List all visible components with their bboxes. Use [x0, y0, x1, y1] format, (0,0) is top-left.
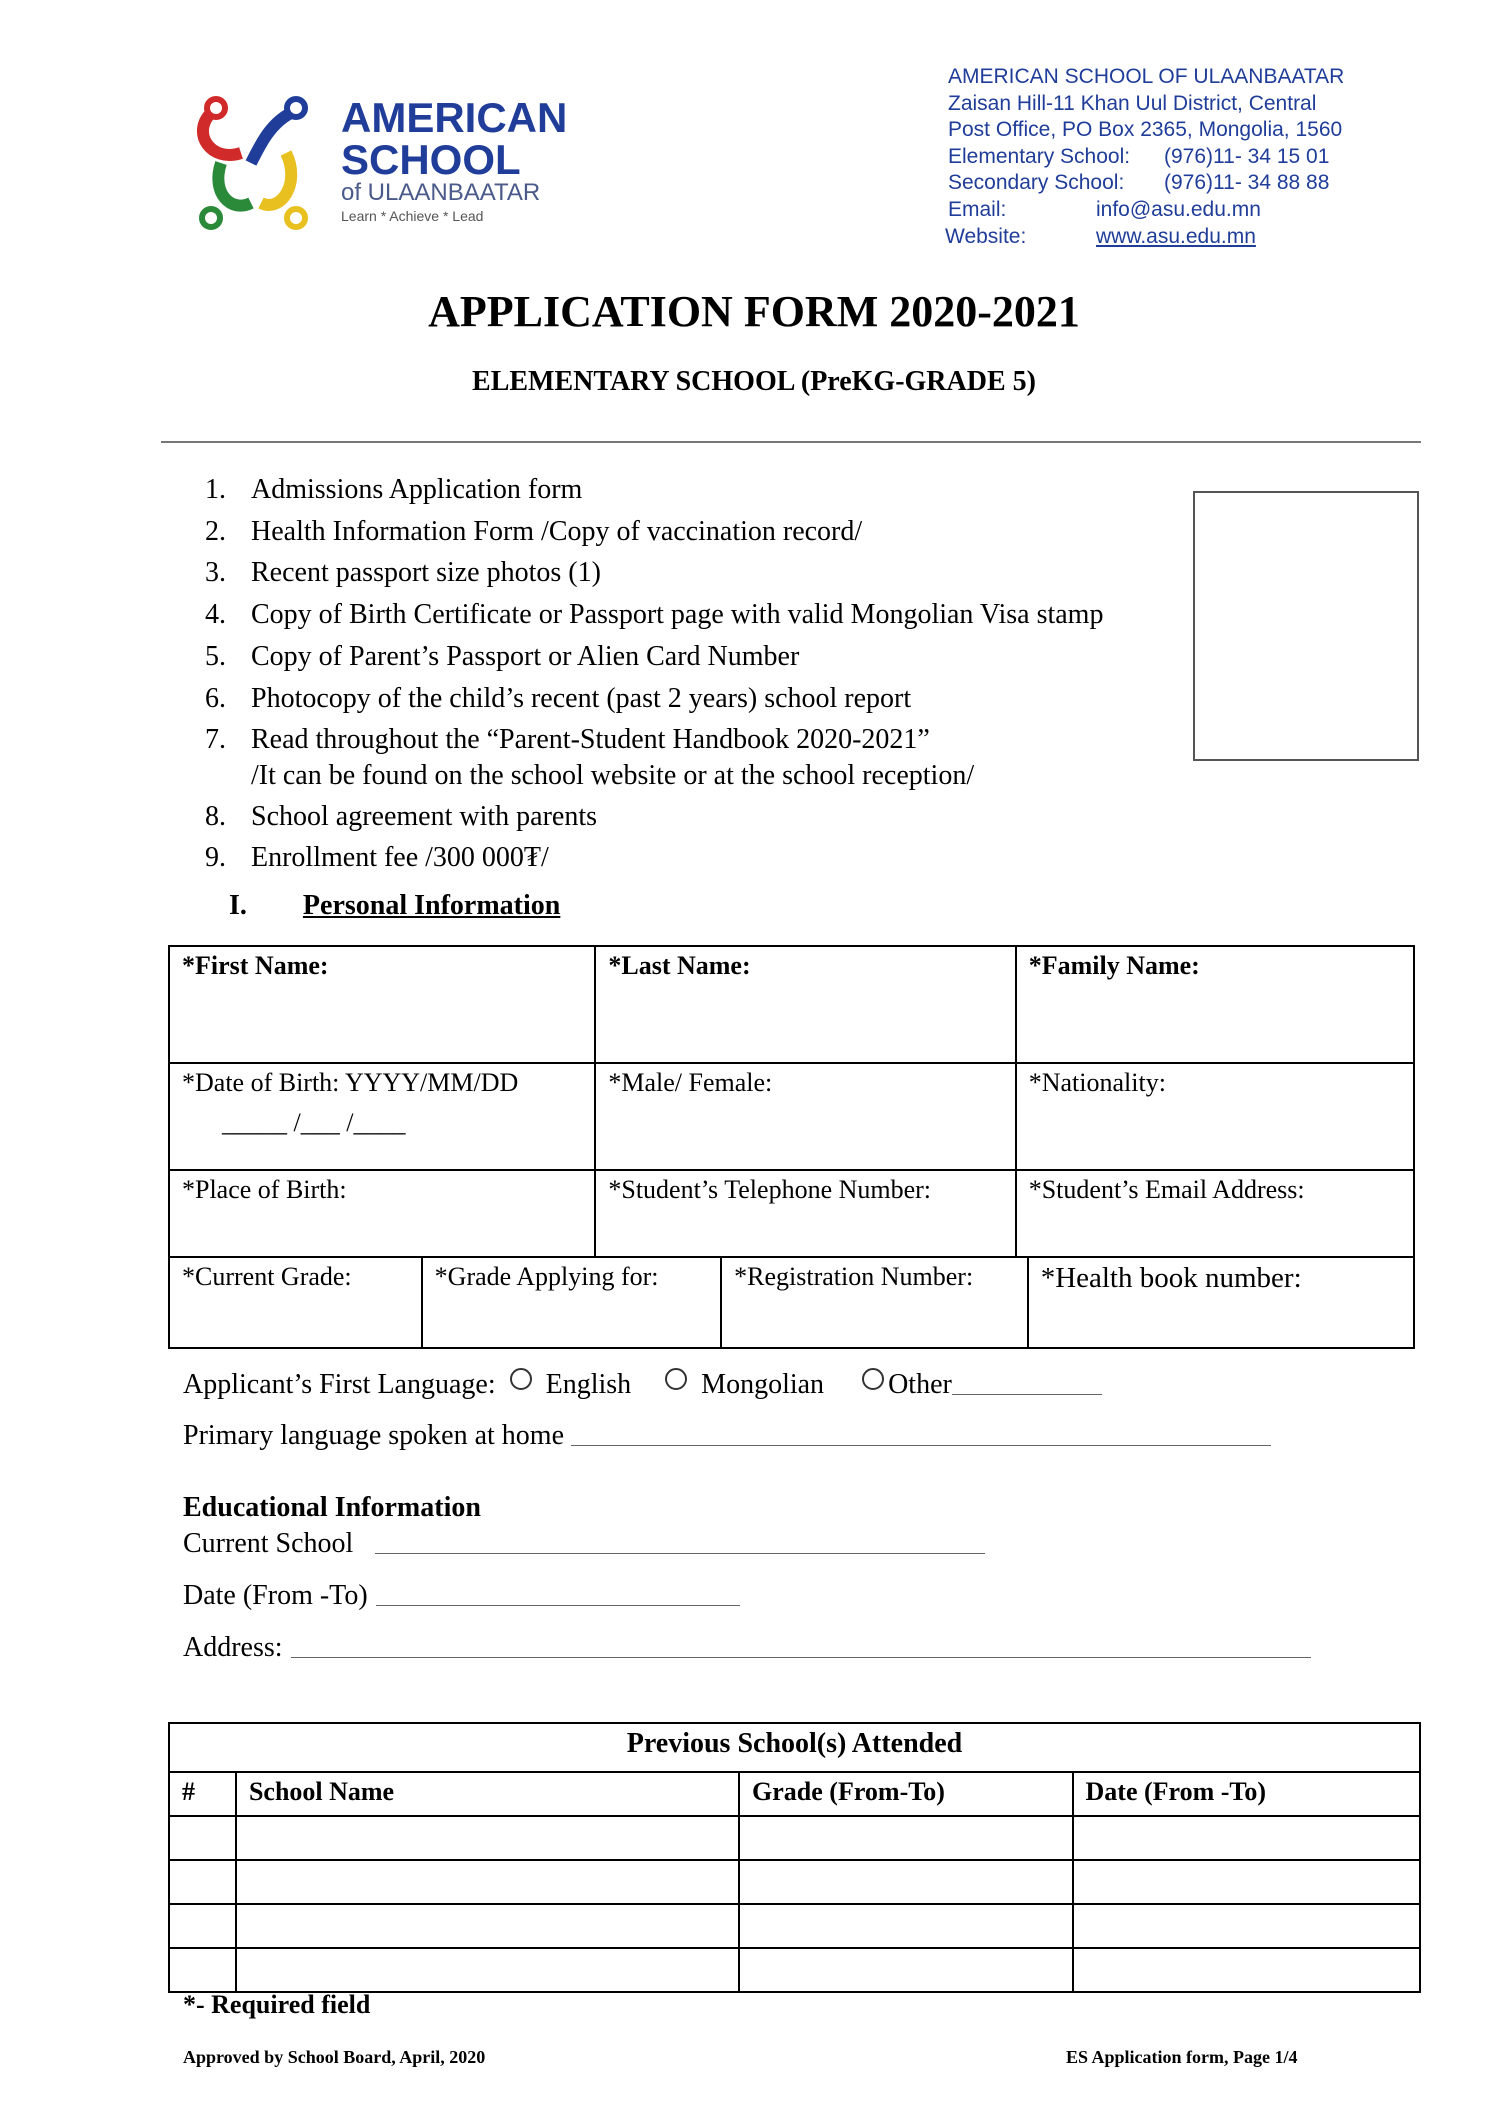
item-number: 9. — [205, 842, 226, 874]
dob-label: *Date of Birth: YYYY/MM/DD — [182, 1068, 519, 1097]
table-row — [169, 1860, 1420, 1904]
table-cell[interactable] — [1073, 1948, 1420, 1992]
school-name: AMERICAN SCHOOL OF ULAANBAATAR — [948, 65, 1345, 88]
address-label: Address: — [183, 1632, 283, 1663]
date-row — [183, 1580, 740, 1612]
home-language-input[interactable] — [571, 1422, 1271, 1446]
other-input[interactable] — [952, 1371, 1102, 1395]
item-number: 6. — [205, 682, 226, 714]
home-language-label: Primary language spoken at home — [183, 1420, 565, 1451]
item-number: 7. — [205, 724, 226, 756]
email-value: info@asu.edu.mn — [1096, 197, 1261, 221]
current-grade-field[interactable]: *Current Grade: — [169, 1257, 422, 1348]
personal-info-table — [168, 945, 1415, 1349]
previous-schools-title: Previous School(s) Attended — [169, 1723, 1420, 1772]
item-text: Enrollment fee /300 000₮/ — [251, 842, 549, 874]
item-number: 5. — [205, 640, 226, 672]
item-number: 8. — [205, 800, 226, 832]
divider — [161, 441, 1421, 443]
logo-figure-icon — [191, 93, 341, 233]
section-heading — [229, 890, 560, 922]
school-logo — [191, 93, 568, 233]
photo-box[interactable] — [1193, 491, 1419, 761]
radio-other[interactable] — [862, 1368, 884, 1390]
section-title: Personal Information — [302, 890, 561, 921]
gender-field[interactable]: *Male/ Female: — [595, 1063, 1015, 1170]
other-label: Other — [888, 1369, 952, 1400]
table-row — [169, 1948, 1420, 1992]
date-input[interactable] — [376, 1582, 740, 1606]
address-line2: Post Office, PO Box 2365, Mongolia, 1560 — [948, 118, 1343, 142]
home-language-row — [183, 1420, 1271, 1452]
item-text: Health Information Form /Copy of vaccination record/ — [251, 515, 863, 547]
school-contact — [945, 64, 1345, 250]
address-input[interactable] — [291, 1634, 1311, 1658]
item-text-continued: /It can be found on the school website or at the school reception/ — [251, 759, 975, 791]
table-row — [169, 1904, 1420, 1948]
first-name-field[interactable]: *First Name: — [169, 946, 595, 1063]
date-label: Date (From -To) — [183, 1580, 368, 1611]
radio-mongolian[interactable] — [665, 1368, 687, 1390]
email-label: Email: — [948, 197, 1007, 221]
education-heading: Educational Information — [183, 1492, 481, 1523]
form-subtitle: ELEMENTARY SCHOOL (PreKG-GRADE 5) — [472, 366, 1036, 397]
list-item — [205, 636, 1103, 678]
list-item — [205, 837, 1103, 879]
table-cell[interactable] — [236, 1904, 739, 1948]
table-cell[interactable] — [1073, 1860, 1420, 1904]
list-item — [205, 594, 1103, 636]
table-cell[interactable] — [169, 1904, 236, 1948]
table-cell[interactable] — [169, 1948, 236, 1992]
current-school-input[interactable] — [375, 1530, 985, 1554]
elementary-phone: (976)11- 34 15 01 — [1164, 144, 1330, 168]
item-text: School agreement with parents — [251, 800, 598, 832]
table-cell[interactable] — [739, 1860, 1072, 1904]
item-number: 1. — [205, 474, 226, 505]
dob-field[interactable] — [169, 1063, 595, 1170]
grade-applying-field[interactable]: *Grade Applying for: — [422, 1257, 721, 1348]
family-name-field[interactable]: *Family Name: — [1016, 946, 1414, 1063]
previous-schools-table — [168, 1722, 1421, 1993]
column-header: Grade (From-To) — [739, 1772, 1072, 1816]
list-item — [205, 511, 1103, 553]
item-text: Admissions Application form — [251, 474, 583, 505]
table-cell[interactable] — [739, 1904, 1072, 1948]
item-number: 3. — [205, 557, 226, 589]
list-item — [205, 796, 1103, 838]
item-text: Copy of Birth Certificate or Passport page with valid Mongolian Visa stamp — [251, 599, 1104, 631]
footer-approval: Approved by School Board, April, 2020 — [183, 2047, 486, 2067]
item-text: Read throughout the “Parent-Student Handbook 2020-2021” — [251, 724, 930, 756]
website-link[interactable]: www.asu.edu.mn — [1096, 224, 1256, 248]
list-item — [205, 469, 1103, 511]
table-cell[interactable] — [236, 1860, 739, 1904]
table-cell[interactable] — [169, 1860, 236, 1904]
health-book-field[interactable]: *Health book number: — [1028, 1257, 1414, 1348]
item-text: Photocopy of the child’s recent (past 2 years) school report — [251, 682, 912, 714]
table-cell[interactable] — [739, 1816, 1072, 1860]
footer-page: ES Application form, Page 1/4 — [1066, 2047, 1298, 2067]
list-item — [205, 552, 1103, 594]
registration-number-field[interactable]: *Registration Number: — [721, 1257, 1028, 1348]
radio-english[interactable] — [510, 1368, 532, 1390]
logo-tagline: Learn * Achieve * Lead — [341, 208, 484, 224]
logo-line3: of ULAANBAATAR — [341, 179, 541, 206]
last-name-field[interactable]: *Last Name: — [595, 946, 1015, 1063]
current-school-row — [183, 1528, 985, 1560]
first-language-row — [183, 1368, 1102, 1401]
requirements-list — [205, 469, 1103, 879]
item-number: 4. — [205, 599, 226, 631]
student-email-field[interactable]: *Student’s Email Address: — [1016, 1170, 1414, 1257]
mongolian-label: Mongolian — [701, 1369, 825, 1400]
list-item — [205, 678, 1103, 720]
column-header: Date (From -To) — [1073, 1772, 1420, 1816]
form-title: APPLICATION FORM 2020-2021 — [428, 287, 1080, 336]
table-cell[interactable] — [1073, 1904, 1420, 1948]
item-number: 2. — [205, 515, 226, 547]
secondary-label: Secondary School: — [948, 171, 1125, 195]
telephone-field[interactable]: *Student’s Telephone Number: — [595, 1170, 1015, 1257]
table-cell[interactable] — [236, 1948, 739, 1992]
dob-blank[interactable]: _____ /___ /____ — [222, 1108, 406, 1137]
secondary-phone: (976)11- 34 88 88 — [1164, 171, 1330, 195]
column-header: School Name — [236, 1772, 739, 1816]
required-note: *- Required field — [183, 1990, 371, 2019]
section-number: I. — [229, 890, 247, 921]
table-cell[interactable] — [236, 1816, 739, 1860]
address-line1: Zaisan Hill-11 Khan Uul District, Central — [948, 91, 1317, 115]
table-cell[interactable] — [739, 1948, 1072, 1992]
item-text: Copy of Parent’s Passport or Alien Card Number — [251, 640, 800, 672]
address-row — [183, 1632, 1311, 1664]
website-label: Website: — [945, 224, 1027, 248]
current-school-label: Current School — [183, 1528, 354, 1559]
table-cell[interactable] — [1073, 1816, 1420, 1860]
table-row — [169, 1816, 1420, 1860]
first-language-label: Applicant’s First Language: — [183, 1369, 496, 1400]
logo-line1: AMERICAN — [341, 94, 568, 141]
item-text: Recent passport size photos (1) — [251, 557, 601, 589]
column-header: # — [169, 1772, 236, 1816]
english-label: English — [545, 1369, 632, 1400]
logo-line2: SCHOOL — [341, 136, 521, 183]
table-cell[interactable] — [169, 1816, 236, 1860]
place-of-birth-field[interactable]: *Place of Birth: — [169, 1170, 595, 1257]
elementary-label: Elementary School: — [948, 144, 1131, 168]
nationality-field[interactable]: *Nationality: — [1016, 1063, 1414, 1170]
